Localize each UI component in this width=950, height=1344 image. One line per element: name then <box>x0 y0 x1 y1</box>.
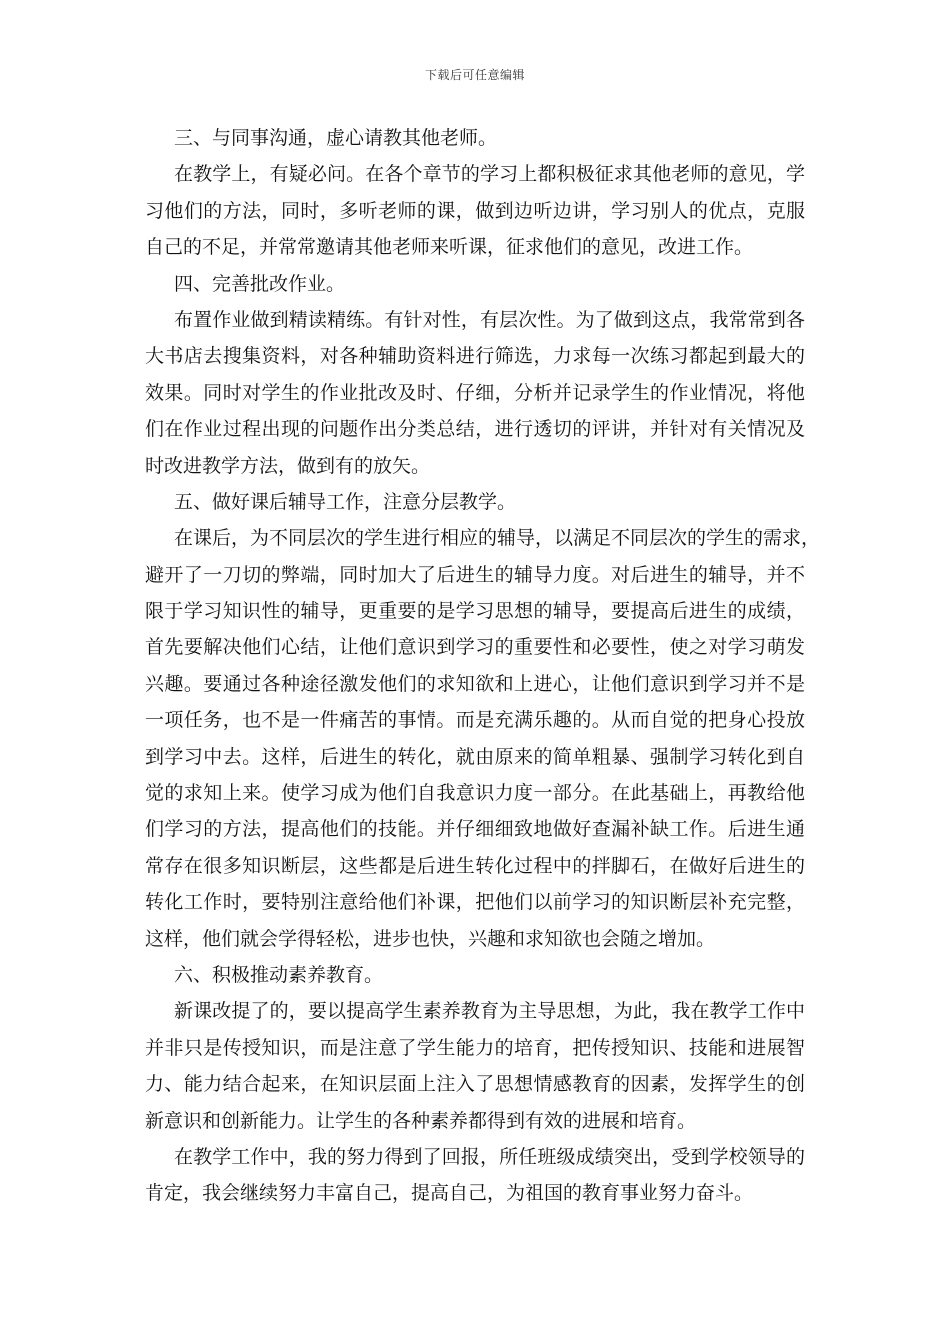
text-line: 到学习中去。这样，后进生的转化，就由原来的简单粗暴、强制学习转化到自 <box>145 745 805 768</box>
text-line: 时改进教学方法，做到有的放矢。 <box>145 454 431 477</box>
text-line: 力、能力结合起来，在知识层面上注入了思想情感教育的因素，发挥学生的创 <box>145 1073 805 1096</box>
text-line: 六、积极推动素养教育。 <box>174 963 384 986</box>
text-line: 限于学习知识性的辅导，更重要的是学习思想的辅导，要提高后进生的成绩， <box>145 600 805 623</box>
text-line: 自己的不足，并常常邀请其他老师来听课，征求他们的意见，改进工作。 <box>145 236 754 259</box>
text-line: 觉的求知上来。使学习成为他们自我意识力度一部分。在此基础上，再教给他 <box>145 782 805 805</box>
text-line: 在教学工作中，我的努力得到了回报，所任班级成绩突出，受到学校领导的 <box>174 1145 805 1168</box>
text-line: 首先要解决他们心结，让他们意识到学习的重要性和必要性，使之对学习萌发 <box>145 636 805 659</box>
text-line: 并非只是传授知识，而是注意了学生能力的培育，把传授知识、技能和进展智 <box>145 1036 805 1059</box>
text-line: 大书店去搜集资料，对各种辅助资料进行筛选，力求每一次练习都起到最大的 <box>145 345 805 368</box>
text-line: 五、做好课后辅导工作，注意分层教学。 <box>174 490 517 513</box>
text-line: 们在作业过程出现的问题作出分类总结，进行透切的评讲，并针对有关情况及 <box>145 418 805 441</box>
text-line: 一项任务，也不是一件痛苦的事情。而是充满乐趣的。从而自觉的把身心投放 <box>145 709 805 732</box>
text-line: 在教学上，有疑必问。在各个章节的学习上都积极征求其他老师的意见，学 <box>174 163 805 186</box>
text-line: 在课后，为不同层次的学生进行相应的辅导，以满足不同层次的学生的需求， <box>174 527 821 550</box>
page-header: 下载后可任意编辑 <box>424 68 525 82</box>
text-line: 肯定，我会继续努力丰富自己，提高自己，为祖国的教育事业努力奋斗。 <box>145 1182 754 1205</box>
text-line: 效果。同时对学生的作业批改及时、仔细，分析并记录学生的作业情况，将他 <box>145 381 805 404</box>
text-line: 这样，他们就会学得轻松，进步也快，兴趣和求知欲也会随之增加。 <box>145 927 716 950</box>
text-line: 习他们的方法，同时，多听老师的课，做到边听边讲，学习别人的优点，克服 <box>145 199 805 222</box>
text-line: 避开了一刀切的弊端，同时加大了后进生的辅导力度。对后进生的辅导，并不 <box>145 563 805 586</box>
text-line: 们学习的方法，提高他们的技能。并仔细细致地做好查漏补缺工作。后进生通 <box>145 818 805 841</box>
text-line: 四、完善批改作业。 <box>174 272 346 295</box>
text-line: 布置作业做到精读精练。有针对性，有层次性。为了做到这点，我常常到各 <box>174 308 805 331</box>
document-body <box>145 120 821 1212</box>
text-line: 新课改提了的，要以提高学生素养教育为主导思想，为此，我在教学工作中 <box>174 1000 805 1023</box>
text-line: 新意识和创新能力。让学生的各种素养都得到有效的进展和培育。 <box>145 1109 697 1132</box>
text-line: 转化工作时，要特别注意给他们补课，把他们以前学习的知识断层补充完整， <box>145 891 805 914</box>
text-line: 三、与同事沟通，虚心请教其他老师。 <box>174 127 498 149</box>
text-line: 常存在很多知识断层，这些都是后进生转化过程中的拌脚石，在做好后进生的 <box>145 854 805 877</box>
text-line: 兴趣。要通过各种途径激发他们的求知欲和上进心，让他们意识到学习并不是 <box>145 672 805 695</box>
